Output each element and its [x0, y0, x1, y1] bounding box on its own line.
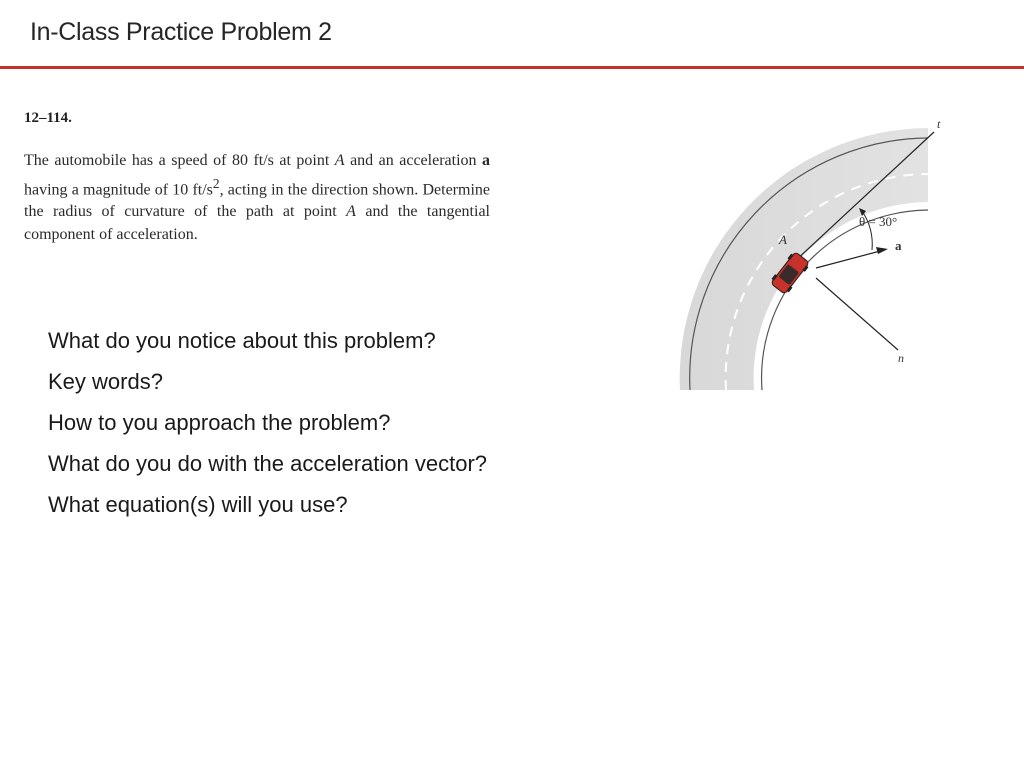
point-a-figure-label: A — [779, 232, 787, 247]
problem-text-part: , acting in the direction shown. Determine the radius of curvature of the path at point — [24, 180, 490, 221]
problem-text-part: The automobile has a speed of 80 ft/s at point — [24, 152, 335, 169]
title-divider — [0, 66, 1024, 69]
acceleration-vector — [816, 250, 884, 268]
exponent: 2 — [212, 175, 220, 191]
normal-label: n — [898, 351, 904, 365]
question-item: Key words? — [48, 369, 163, 394]
point-a-label: A — [334, 152, 345, 169]
slide-title: In-Class Practice Problem 2 — [30, 18, 332, 46]
acceleration-label: a — [895, 238, 902, 253]
normal-axis-line — [816, 278, 898, 350]
theta-label: θ = 30° — [859, 214, 898, 229]
problem-text-part: having a magnitude of 10 ft/s — [24, 180, 213, 198]
problem-text-part: and the tangential component of acceleration. — [24, 203, 490, 243]
question-item: What do you do with the acceleration vector? — [48, 451, 488, 476]
acceleration-arrowhead — [876, 247, 888, 254]
question-item: What do you notice about this problem? — [48, 328, 436, 353]
tangent-label: t — [937, 117, 941, 131]
question-item: How to you approach the problem? — [48, 410, 391, 435]
question-list — [48, 326, 487, 531]
problem-statement — [24, 150, 490, 246]
question-item: What equation(s) will you use? — [48, 492, 348, 517]
curved-road-figure — [676, 110, 956, 395]
problem-number: 12–114. — [24, 110, 72, 126]
problem-text-part: and an acceleration — [344, 152, 482, 169]
point-a-label: A — [346, 203, 356, 221]
acceleration-symbol: a — [482, 152, 490, 169]
